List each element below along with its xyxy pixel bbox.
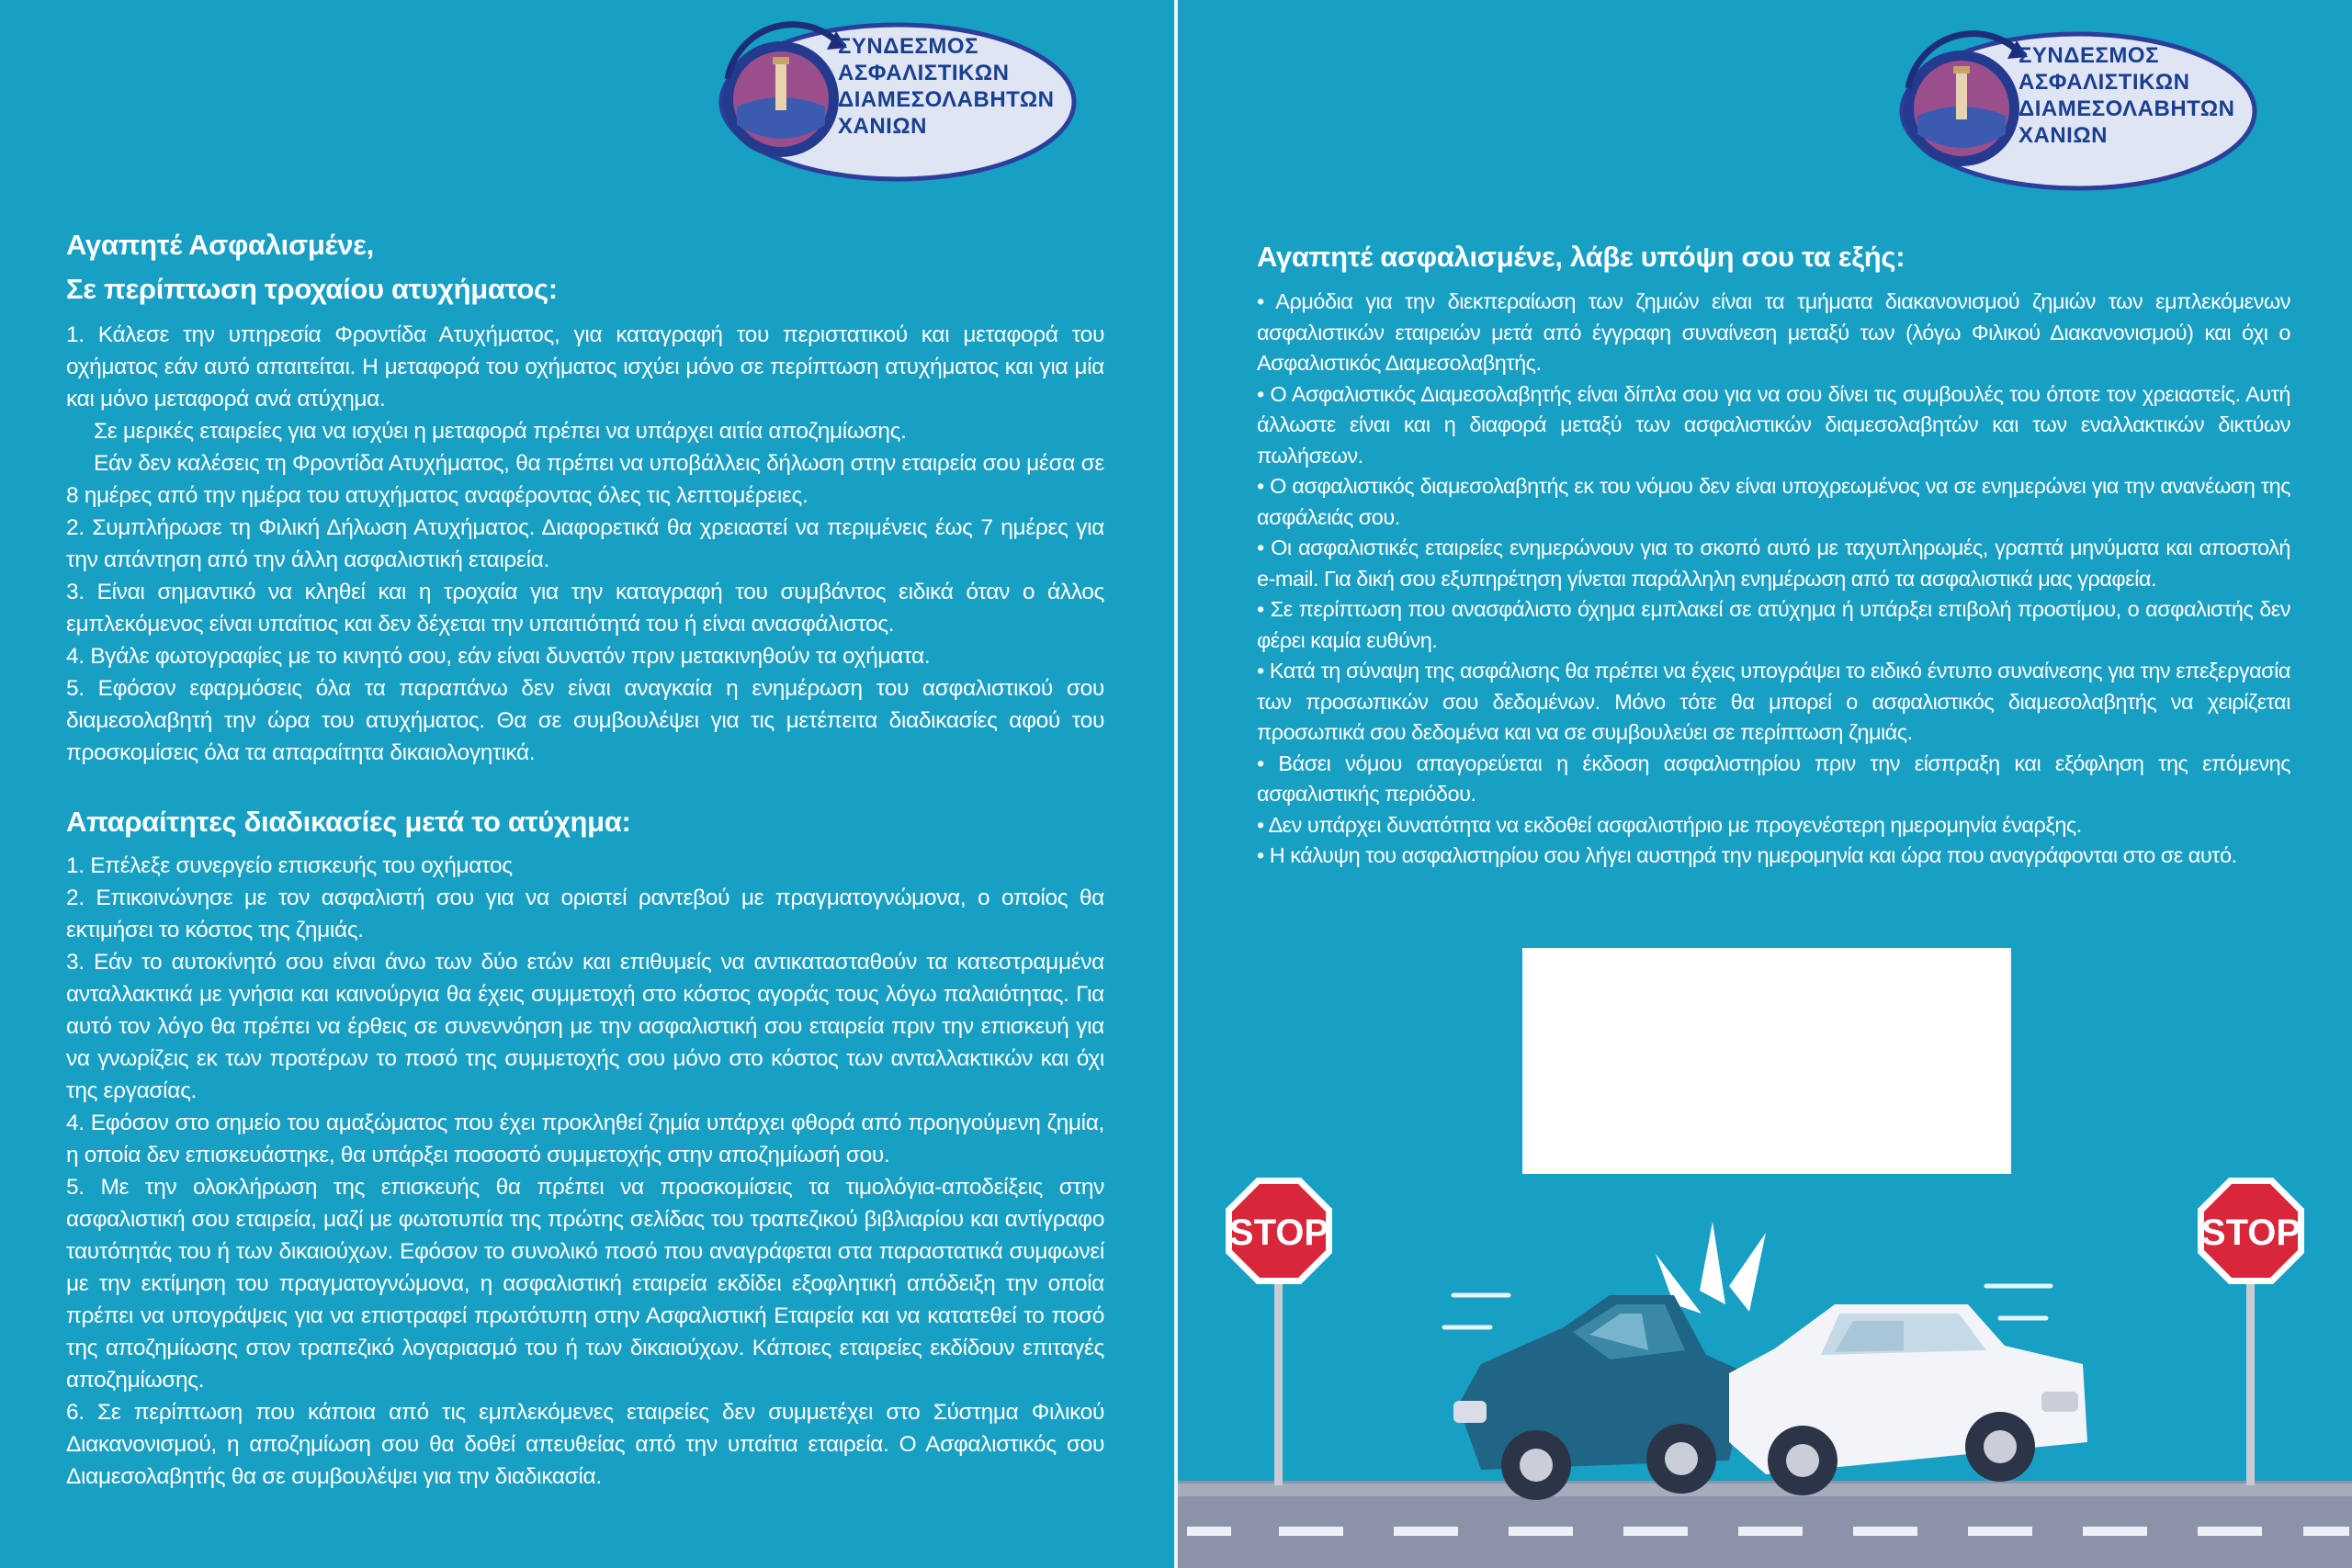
notice-bullet: • Οι ασφαλιστικές εταιρείες ενημερώνουν για το σκοπό αυτό με ταχυπληρωμές, γραπτά μηνύματα και αποστολή e-mail. Για δική σου εξυπηρέτηση γίνεται παράλληλη ενημέρωση από τα ασφαλιστικά μας γραφεία. xyxy=(1257,536,2290,591)
stop-sign-text: STOP xyxy=(1228,1213,1329,1253)
stop-sign-text: STOP xyxy=(2200,1213,2301,1253)
accident-step: 2. Συμπλήρωσε τη Φιλική Δήλωση Ατυχήματος. Διαφορετικά θα χρειαστεί να περιμένεις έως 7 ημέρες για την απάντηση από την άλλη ασφαλιστική εταιρεία. xyxy=(66,515,1104,572)
notice-bullet: • Σε περίπτωση που ανασφάλιστο όχημα εμπλακεί σε ατύχημα ή υπάρξει επιβολή προστίμου, ο ασφαλιστής δεν φέρει καμία ευθύνη. xyxy=(1257,597,2290,652)
accident-step: Εάν δεν καλέσεις τη Φροντίδα Ατυχήματος, θα πρέπει να υποβάλλεις δήλωση στην εταιρεία σου μέσα σε 8 ημέρες από την ημέρα του ατυχήματος αναφέροντας όλες τις λεπτομέρειες. xyxy=(66,451,1104,508)
procedure-step: 2. Επικοινώνησε με τον ασφαλιστή σου για να οριστεί ραντεβού με πραγματογνώμονα, ο οποίος θα εκτιμήσει το κόστος της ζημιάς. xyxy=(66,886,1104,942)
notice-bullets xyxy=(1257,287,2290,872)
procedure-step: 5. Με την ολοκλήρωση της επισκευής θα πρέπει να προσκομίσεις τα τιμολόγια-αποδείξεις στην ασφαλιστική σου εταιρεία, μαζί με φωτοτυπία της πρώτης σελίδας του τραπεζικού βιβλιαρίου και αντίγραφο ταυτότητάς του ή των δικαιούχων. Εφόσον το συνολικό ποσό που αναγράφεται στα παραστατικά συμφωνεί με την εκτίμηση του πραγματογνώμονα, η ασφαλιστική εταιρεία εκδίδει εξοφλητική απόδειξη την οποία πρέπει να υπογράψεις για να επιστραφεί πρωτότυπη στην Ασφαλιστική Εταιρεία και να κατατεθεί το ποσό της αποζημίωσης στον τραπεζικό λογαριασμό του ή των δικαιούχων. Κάποιες εταιρείες εκδίδουν επιταγές αποζημίωσης. xyxy=(66,1175,1104,1393)
accident-step: Σε μερικές εταιρείες για να ισχύει η μεταφορά πρέπει να υπάρχει αιτία αποζημίωσης. xyxy=(94,419,907,444)
notice-bullet: • Ο ασφαλιστικός διαμεσολαβητής εκ του νόμου δεν είναι υποχρεωμένος να σε ενημερώνει για την ανανέωση της ασφάλειάς σου. xyxy=(1257,474,2290,529)
association-logo xyxy=(1890,24,2276,198)
notice-bullet: • Η κάλυψη του ασφαλιστηρίου σου λήγει αυστηρά την ημερομηνία και ώρα που αναγράφονται στο σε αυτό. xyxy=(1257,843,2237,867)
white-car xyxy=(1729,1304,2087,1495)
logo-line: ΑΣΦΑΛΙΣΤΙΚΩΝ xyxy=(838,61,1010,85)
logo-line: ΔΙΑΜΕΣΟΛΑΒΗΤΩΝ xyxy=(2018,96,2235,121)
notice-heading: Αγαπητέ ασφαλισμένε, λάβε υπόψη σου τα εξής: xyxy=(1257,241,1905,273)
notice-bullet: • Κατά τη σύναψη της ασφάλισης θα πρέπει να έχεις υπογράψει το ειδικό έντυπο συναίνεσης για την επεξεργασία των προσωπικών σου δεδομένων. Μόνο τότε θα μπορεί ο ασφαλιστικός διαμεσολαβητής να χειρίζεται προσωπικά σου δεδομένα και να σε συμβουλεύει σε περίπτωση ζημιάς. xyxy=(1257,659,2290,744)
procedures-heading: Απαραίτητες διαδικασίες μετά το ατύχημα: xyxy=(66,806,631,838)
procedure-step: 1. Επέλεξε συνεργείο επισκευής του οχήματος xyxy=(66,853,513,878)
accident-step: 3. Είναι σημαντικό να κληθεί και η τροχαία για την καταγραφή του συμβάντος ειδικά όταν ο άλλος εμπλεκόμενος είναι υπαίτιος και δεν δέχεται την υπαιτιότητά του ή είναι ανασφάλιστος. xyxy=(66,580,1104,637)
logo-line: ΧΑΝΙΩΝ xyxy=(2018,123,2108,148)
logo-line: ΑΣΦΑΛΙΣΤΙΚΩΝ xyxy=(2018,70,2190,95)
logo-line: ΧΑΝΙΩΝ xyxy=(838,114,927,139)
accident-steps xyxy=(66,319,1104,769)
car-crash-illustration xyxy=(1178,1167,2352,1568)
accident-step: 4. Βγάλε φωτογραφίες με το κινητό σου, εάν είναι δυνατόν πριν μετακινηθούν τα οχήματα. xyxy=(66,644,931,669)
blue-car xyxy=(1453,1295,1747,1500)
procedures-steps xyxy=(66,850,1104,1493)
accident-step: 1. Κάλεσε την υπηρεσία Φροντίδα Ατυχήματος, για καταγραφή του περιστατικού και μεταφορά του οχήματος εάν αυτό απαιτείται. Η μεταφορά του οχήματος ισχύει μόνο σε περίπτωση ατυχήματος και για μία και μόνο μεταφορά ανά ατύχημα. xyxy=(66,322,1104,412)
greeting-heading: Αγαπητέ Ασφαλισμένε, xyxy=(66,229,374,261)
logo-line: ΣΥΝΔΕΣΜΟΣ xyxy=(2018,43,2159,68)
accident-step: 5. Εφόσον εφαρμόσεις όλα τα παραπάνω δεν είναι αναγκαία η ενημέρωση του ασφαλιστικού σου διαμεσολαβητή την ώρα του ατυχήματος. Θα σε συμβουλέψει για τις μετέπειτα διαδικασίες αφού του προσκομίσεις όλα τα απαραίτητα δικαιολογητικά. xyxy=(66,676,1104,765)
logo-text xyxy=(838,33,1086,140)
blank-stamp-box xyxy=(1522,948,2011,1174)
association-logo xyxy=(709,15,1095,189)
logo-line: ΣΥΝΔΕΣΜΟΣ xyxy=(838,34,978,59)
notice-bullet: • Δεν υπάρχει δυνατότητα να εκδοθεί ασφαλιστήριο με προγενέστερη ημερομηνία έναρξης. xyxy=(1257,812,2082,837)
procedure-step: 3. Εάν το αυτοκίνητό σου είναι άνω των δύο ετών και επιθυμείς να αντικατασταθούν τα κατεστραμμένα ανταλλακτικά με γνήσια και καινούργια θα έχεις συμμετοχή στο κόστος αγοράς τους λόγω παλαιότητας. Για αυτό τον λόγο θα πρέπει να έρθεις σε συνεννόηση με την ασφαλιστική σου εταιρεία πριν την επισκευή για να γνωρίζεις εκ των προτέρων το ποσό της συμμετοχής σου μόνο στο κόστος των ανταλλακτικών και όχι της εργασίας. xyxy=(66,950,1104,1103)
left-page xyxy=(0,0,1174,1568)
notice-bullet: • Βάσει νόμου απαγορεύεται η έκδοση ασφαλιστηρίου πριν την είσπραξη και εξόφληση της επόμενης ασφαλιστικής περιόδου. xyxy=(1257,750,2290,806)
notice-bullet: • Ο Ασφαλιστικός Διαμεσολαβητής είναι δίπλα σου για να σου δίνει τις συμβουλές του όποτε τον χρειαστείς. Αυτή άλλωστε είναι και η διαφορά μεταξύ των ασφαλιστικών διαμεσολαβητών και των εναλλακτικών δικτύων πωλήσεων. xyxy=(1257,381,2290,468)
procedure-step: 6. Σε περίπτωση που κάποια από τις εμπλεκόμενες εταιρείες δεν συμμετέχει στο Σύστημα Φιλικού Διακανονισμού, η αποζημίωση σου θα δοθεί απευθείας από την υπαίτια εταιρεία. Ο Ασφαλιστικός σου Διαμεσολαβητής θα σε συμβουλέψει για την διαδικασία. xyxy=(66,1400,1104,1489)
logo-line: ΔΙΑΜΕΣΟΛΑΒΗΤΩΝ xyxy=(838,87,1055,112)
right-page xyxy=(1178,0,2352,1568)
logo-text xyxy=(2018,42,2267,149)
accident-heading: Σε περίπτωση τροχαίου ατυχήματος: xyxy=(66,273,558,305)
procedure-step: 4. Εφόσον στο σημείο του αμαξώματος που έχει προκληθεί ζημία υπάρχει φθορά από προηγούμενη ζημία, η οποία δεν επισκευάστηκε, θα υπάρξει ποσοστό συμμετοχής στην αποζημίωσή σου. xyxy=(66,1111,1104,1168)
notice-bullet: • Αρμόδια για την διεκπεραίωση των ζημιών είναι τα τμήματα διακανονισμού ζημιών των εμπλεκόμενων ασφαλιστικών εταιρειών μετά από έγγραφη συναίνεση μεταξύ των (λόγω Φιλικού Διακανονισμού) και όχι ο Ασφαλιστικός Διαμεσολαβητής. xyxy=(1257,289,2290,375)
